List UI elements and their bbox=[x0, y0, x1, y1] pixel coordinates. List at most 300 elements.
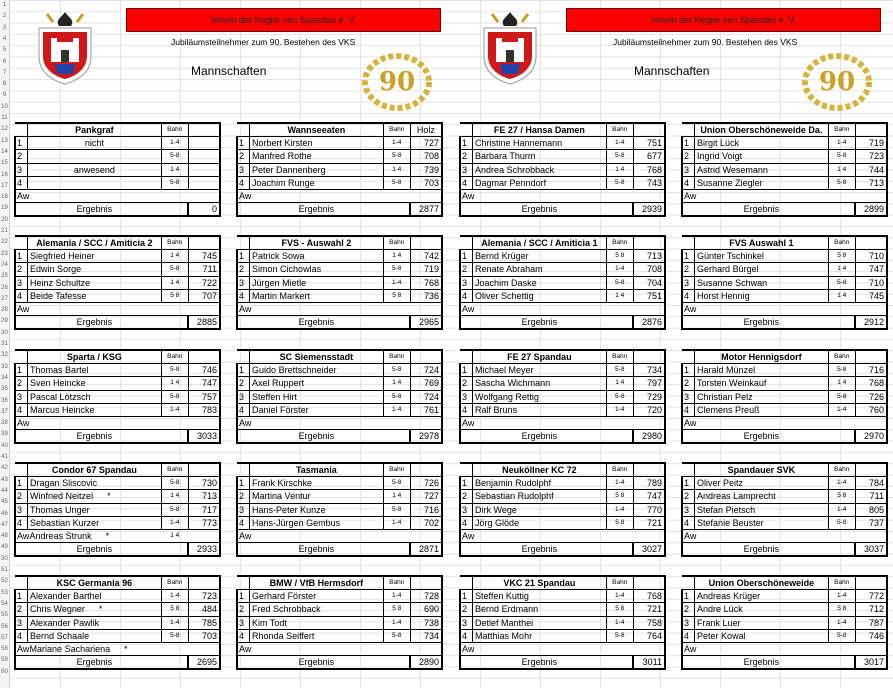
player-name: Matthias Mohr bbox=[475, 630, 533, 641]
player-points: 758 bbox=[633, 616, 665, 629]
team-table bbox=[459, 575, 666, 670]
alternate-label: Aw bbox=[462, 531, 475, 542]
player-number: 4 bbox=[682, 176, 695, 189]
player-lane: 1-4 bbox=[606, 590, 633, 603]
player-row bbox=[15, 390, 220, 403]
player-lane: 1 4 bbox=[606, 377, 633, 390]
player-name: Gerhard Bürgel bbox=[697, 264, 759, 275]
player-lane: 1-4 bbox=[383, 276, 410, 289]
team-name: SC Siemensstadt bbox=[250, 350, 384, 364]
alternate-points bbox=[633, 416, 665, 429]
player-points: 784 bbox=[855, 477, 887, 490]
player-row bbox=[460, 176, 665, 189]
result-spacer bbox=[460, 430, 473, 444]
row-number: 45 bbox=[1, 499, 8, 506]
player-points: 719 bbox=[855, 137, 887, 150]
player-name-cell bbox=[695, 263, 829, 276]
player-name: Bernd Schaale bbox=[30, 630, 90, 641]
player-lane: 5-8 bbox=[383, 477, 410, 490]
player-points: 724 bbox=[410, 390, 442, 403]
player-name-cell bbox=[695, 629, 829, 642]
player-name: Dagmar Penndorf bbox=[475, 177, 547, 188]
player-number: 4 bbox=[682, 629, 695, 642]
player-points: 711 bbox=[188, 263, 220, 276]
player-row bbox=[682, 163, 887, 176]
player-name-cell bbox=[695, 477, 829, 490]
player-row bbox=[15, 490, 220, 503]
player-number: 2 bbox=[237, 150, 250, 163]
player-number: 4 bbox=[682, 516, 695, 529]
result-label: Ergebnis bbox=[28, 656, 162, 670]
player-lane: 5-8 bbox=[161, 150, 188, 163]
team-table bbox=[14, 575, 221, 670]
alternate-row bbox=[237, 416, 442, 429]
player-points: 716 bbox=[855, 364, 887, 377]
header-spacer bbox=[237, 236, 250, 250]
player-lane: 1 4 bbox=[383, 490, 410, 503]
player-row bbox=[237, 163, 442, 176]
result-lane-spacer bbox=[606, 543, 633, 557]
team-header-row bbox=[460, 463, 665, 477]
team-total: 3017 bbox=[855, 656, 887, 670]
team-header-row bbox=[460, 350, 665, 364]
player-lane: 1-4 bbox=[161, 403, 188, 416]
alternate-name-cell bbox=[473, 529, 607, 542]
result-label: Ergebnis bbox=[28, 430, 162, 444]
player-points: 720 bbox=[633, 403, 665, 416]
player-lane: 5-8 bbox=[828, 516, 855, 529]
alternate-points bbox=[410, 189, 442, 202]
team-header-row bbox=[682, 576, 887, 590]
player-name: Edwin Sorge bbox=[30, 264, 82, 275]
points-header bbox=[633, 576, 665, 590]
lane-header: Bahn bbox=[828, 463, 855, 477]
player-points: 745 bbox=[188, 250, 220, 263]
team-header-row bbox=[237, 350, 442, 364]
team-total: 2890 bbox=[410, 656, 442, 670]
team-header-row bbox=[237, 463, 442, 477]
points-header bbox=[188, 350, 220, 364]
player-name-cell bbox=[695, 403, 829, 416]
points-header bbox=[855, 236, 887, 250]
result-spacer bbox=[460, 203, 473, 217]
player-lane: 5-8 bbox=[161, 364, 188, 377]
player-row bbox=[682, 477, 887, 490]
player-points: 729 bbox=[633, 390, 665, 403]
player-number: 4 bbox=[15, 176, 28, 189]
player-points: 730 bbox=[188, 477, 220, 490]
result-label: Ergebnis bbox=[695, 316, 829, 330]
player-name-cell bbox=[250, 516, 384, 529]
player-name: Andrea Schrobback bbox=[475, 164, 555, 175]
player-number: 4 bbox=[237, 403, 250, 416]
player-name-cell bbox=[28, 403, 162, 416]
player-points: 708 bbox=[410, 150, 442, 163]
alternate-name-cell bbox=[473, 642, 607, 655]
lane-header: Bahn bbox=[383, 236, 410, 250]
player-lane: 5-8 bbox=[161, 477, 188, 490]
result-row bbox=[15, 203, 220, 217]
result-lane-spacer bbox=[161, 656, 188, 670]
alternate-points bbox=[633, 189, 665, 202]
team-table bbox=[236, 462, 443, 557]
alternate-name-cell bbox=[695, 642, 829, 655]
result-lane-spacer bbox=[828, 203, 855, 217]
player-row bbox=[682, 503, 887, 516]
alternate-name-cell bbox=[250, 189, 384, 202]
player-name-cell bbox=[473, 477, 607, 490]
player-row bbox=[682, 590, 887, 603]
player-lane: 1-4 bbox=[606, 137, 633, 150]
player-name: Clemens Preuß bbox=[697, 404, 760, 415]
player-points: 734 bbox=[410, 629, 442, 642]
substitution-mark: * bbox=[124, 644, 128, 655]
player-number: 2 bbox=[237, 490, 250, 503]
club-banner: Verein der Kegler von Spandau e. V. bbox=[126, 8, 441, 32]
player-name-cell bbox=[28, 477, 162, 490]
alternate-label: Aw bbox=[684, 191, 697, 202]
alternate-row bbox=[237, 302, 442, 315]
team-total: 3011 bbox=[633, 656, 665, 670]
player-number: 2 bbox=[682, 150, 695, 163]
alternate-label: Aw bbox=[239, 304, 252, 315]
alternate-lane: 1 4 bbox=[161, 529, 188, 542]
player-lane: 5-8 bbox=[828, 390, 855, 403]
player-name: Patrick Sowa bbox=[252, 251, 305, 262]
result-row bbox=[682, 656, 887, 670]
player-lane: 1-4 bbox=[161, 590, 188, 603]
player-row bbox=[15, 250, 220, 263]
player-name: Andreas Lamprecht bbox=[697, 491, 776, 502]
player-number: 4 bbox=[237, 176, 250, 189]
row-number: 59 bbox=[1, 657, 8, 664]
player-name: Oliver Schettig bbox=[475, 290, 534, 301]
result-row bbox=[15, 656, 220, 670]
team-name: FE 27 Spandau bbox=[473, 350, 607, 364]
alternate-points bbox=[855, 189, 887, 202]
points-header bbox=[633, 236, 665, 250]
player-number: 1 bbox=[15, 590, 28, 603]
player-name: Norbert Kirsten bbox=[252, 138, 313, 149]
team-table bbox=[459, 462, 666, 557]
header-spacer bbox=[237, 123, 250, 137]
points-header bbox=[410, 463, 442, 477]
alternate-points bbox=[188, 529, 220, 542]
team-total: 2871 bbox=[410, 543, 442, 557]
player-row bbox=[460, 616, 665, 629]
result-lane-spacer bbox=[828, 316, 855, 330]
player-points: 726 bbox=[855, 390, 887, 403]
result-row bbox=[237, 656, 442, 670]
player-points: 707 bbox=[188, 289, 220, 302]
spandau-coat-of-arms-icon bbox=[478, 8, 542, 86]
alternate-row bbox=[682, 642, 887, 655]
player-points: 738 bbox=[410, 616, 442, 629]
team-header-row bbox=[682, 350, 887, 364]
result-row bbox=[460, 430, 665, 444]
player-name: Oliver Peitz bbox=[697, 478, 744, 489]
alternate-row bbox=[460, 189, 665, 202]
player-number: 3 bbox=[237, 503, 250, 516]
player-lane: 5-8 bbox=[383, 629, 410, 642]
result-spacer bbox=[237, 203, 250, 217]
player-lane: 1-4 bbox=[383, 516, 410, 529]
alternate-label: Aw bbox=[684, 304, 697, 315]
player-name: Jürgen Mietle bbox=[252, 277, 307, 288]
header-spacer bbox=[460, 576, 473, 590]
row-number: 25 bbox=[1, 273, 8, 280]
row-number: 19 bbox=[1, 205, 8, 212]
alternate-row bbox=[460, 642, 665, 655]
player-row bbox=[237, 590, 442, 603]
header-spacer bbox=[460, 463, 473, 477]
player-lane: 1-4 bbox=[606, 503, 633, 516]
player-name-cell bbox=[473, 263, 607, 276]
lane-header: Bahn bbox=[828, 123, 855, 137]
player-lane: 5 8 bbox=[606, 516, 633, 529]
player-number: 1 bbox=[460, 250, 473, 263]
player-row bbox=[682, 516, 887, 529]
alternate-lane bbox=[606, 529, 633, 542]
player-lane: 1-4 bbox=[161, 137, 188, 150]
alternate-lane bbox=[161, 189, 188, 202]
row-number: 54 bbox=[1, 600, 8, 607]
player-lane: 1 4 bbox=[161, 163, 188, 176]
result-row bbox=[682, 543, 887, 557]
alternate-name: Mariane Sachariena bbox=[29, 644, 111, 655]
player-name-cell bbox=[28, 289, 162, 302]
player-name: Manfred Rothe bbox=[252, 151, 312, 162]
player-name: Martina Ventur bbox=[252, 491, 311, 502]
player-number: 3 bbox=[237, 276, 250, 289]
section-title: Mannschaften bbox=[634, 64, 710, 78]
alternate-points bbox=[855, 302, 887, 315]
player-row bbox=[460, 163, 665, 176]
player-name: Daniel Förster bbox=[252, 404, 309, 415]
player-name-cell bbox=[250, 503, 384, 516]
alternate-name-cell bbox=[473, 416, 607, 429]
alternate-points bbox=[410, 642, 442, 655]
alternate-lane bbox=[161, 642, 188, 655]
player-name-cell bbox=[695, 516, 829, 529]
row-number: 35 bbox=[1, 386, 8, 393]
player-lane: 5 8 bbox=[606, 250, 633, 263]
team-total: 2877 bbox=[410, 203, 442, 217]
player-name: Torsten Weinkauf bbox=[697, 378, 767, 389]
row-number: 33 bbox=[1, 363, 8, 370]
row-number: 52 bbox=[1, 578, 8, 585]
result-label: Ergebnis bbox=[250, 656, 384, 670]
player-number: 3 bbox=[682, 503, 695, 516]
team-name: Neuköllner KC 72 bbox=[473, 463, 607, 477]
player-name-cell bbox=[250, 377, 384, 390]
player-number: 3 bbox=[237, 163, 250, 176]
player-number: 2 bbox=[15, 377, 28, 390]
result-row bbox=[460, 316, 665, 330]
player-lane: 5 8 bbox=[606, 603, 633, 616]
points-header bbox=[188, 236, 220, 250]
player-points: 739 bbox=[410, 163, 442, 176]
player-row bbox=[682, 176, 887, 189]
team-name: KSC Germania 96 bbox=[28, 576, 162, 590]
player-lane: 5 8 bbox=[606, 490, 633, 503]
header-spacer bbox=[15, 350, 28, 364]
result-row bbox=[682, 430, 887, 444]
player-points: 737 bbox=[855, 516, 887, 529]
team-table bbox=[459, 349, 666, 444]
player-lane: 5 8 bbox=[828, 603, 855, 616]
result-spacer bbox=[237, 316, 250, 330]
result-row bbox=[460, 656, 665, 670]
lane-header: Bahn bbox=[828, 576, 855, 590]
player-row bbox=[682, 250, 887, 263]
player-row bbox=[237, 390, 442, 403]
player-number: 1 bbox=[237, 137, 250, 150]
player-row bbox=[682, 289, 887, 302]
player-row bbox=[15, 150, 220, 163]
player-number: 2 bbox=[682, 603, 695, 616]
player-lane: 1-4 bbox=[828, 590, 855, 603]
alternate-label: Aw bbox=[17, 418, 30, 429]
lane-header: Bahn bbox=[161, 123, 188, 137]
player-number: 1 bbox=[15, 477, 28, 490]
player-lane: 1-4 bbox=[383, 616, 410, 629]
team-name: Spandauer SVK bbox=[695, 463, 829, 477]
player-lane: 1-4 bbox=[161, 516, 188, 529]
team-name: Alemania / SCC / Amiticia 2 bbox=[28, 236, 162, 250]
row-number: 16 bbox=[1, 171, 8, 178]
spandau-coat-of-arms-icon bbox=[33, 8, 97, 86]
team-total: 2970 bbox=[855, 430, 887, 444]
player-row bbox=[15, 590, 220, 603]
player-name: Susanne Ziegler bbox=[697, 177, 763, 188]
player-row bbox=[237, 377, 442, 390]
row-number: 4 bbox=[2, 35, 7, 42]
player-name: Thomas Unger bbox=[30, 504, 90, 515]
team-table bbox=[236, 349, 443, 444]
lane-header: Bahn bbox=[161, 236, 188, 250]
player-points: 723 bbox=[188, 590, 220, 603]
player-points bbox=[188, 176, 220, 189]
player-row bbox=[15, 263, 220, 276]
player-points bbox=[188, 150, 220, 163]
player-row bbox=[15, 364, 220, 377]
player-number: 3 bbox=[237, 390, 250, 403]
player-name: Bernd Erdmann bbox=[475, 604, 539, 615]
result-label: Ergebnis bbox=[473, 543, 607, 557]
player-name: Hans-Jürgen Gembus bbox=[252, 517, 341, 528]
team-table bbox=[681, 575, 888, 670]
player-lane: 1-4 bbox=[383, 590, 410, 603]
player-points: 760 bbox=[855, 403, 887, 416]
player-lane: 5-8 bbox=[828, 176, 855, 189]
player-number: 2 bbox=[460, 603, 473, 616]
player-name-cell bbox=[250, 276, 384, 289]
result-lane-spacer bbox=[383, 316, 410, 330]
result-spacer bbox=[682, 203, 695, 217]
player-points: 708 bbox=[633, 263, 665, 276]
player-points: 713 bbox=[633, 250, 665, 263]
alternate-points bbox=[855, 529, 887, 542]
row-number: 31 bbox=[1, 341, 8, 347]
header-spacer bbox=[237, 350, 250, 364]
player-name: Andre Lück bbox=[697, 604, 743, 615]
result-label: Ergebnis bbox=[28, 543, 162, 557]
player-number: 1 bbox=[237, 477, 250, 490]
alternate-row bbox=[682, 416, 887, 429]
result-lane-spacer bbox=[828, 430, 855, 444]
result-row bbox=[682, 316, 887, 330]
player-name-cell bbox=[250, 163, 384, 176]
team-header-row bbox=[15, 350, 220, 364]
player-name-cell bbox=[28, 176, 162, 189]
row-number: 46 bbox=[1, 510, 8, 517]
alternate-label: Aw bbox=[239, 418, 252, 429]
player-lane: 5-8 bbox=[606, 390, 633, 403]
player-lane: 1 4 bbox=[828, 377, 855, 390]
team-name: Tasmania bbox=[250, 463, 384, 477]
result-lane-spacer bbox=[161, 543, 188, 557]
player-name: anwesend bbox=[73, 164, 115, 175]
result-spacer bbox=[237, 430, 250, 444]
result-row bbox=[460, 203, 665, 217]
player-name: Guido Brettschneider bbox=[252, 365, 337, 376]
player-row bbox=[460, 390, 665, 403]
player-lane: 1 4 bbox=[828, 289, 855, 302]
team-total: 0 bbox=[188, 203, 220, 217]
player-name-cell bbox=[28, 490, 162, 503]
player-points: 703 bbox=[410, 176, 442, 189]
player-name: Alexander Pawlik bbox=[30, 617, 100, 628]
points-header bbox=[633, 350, 665, 364]
player-name-cell bbox=[695, 163, 829, 176]
alternate-label: Aw bbox=[462, 191, 475, 202]
result-lane-spacer bbox=[606, 430, 633, 444]
player-lane: 5-8 bbox=[828, 364, 855, 377]
player-name: Christine Hannemann bbox=[475, 138, 563, 149]
row-number: 38 bbox=[1, 420, 8, 427]
player-name-cell bbox=[250, 176, 384, 189]
alternate-lane bbox=[383, 529, 410, 542]
lane-header: Bahn bbox=[161, 350, 188, 364]
player-points: 484 bbox=[188, 603, 220, 616]
substitution-mark: * bbox=[98, 604, 103, 615]
player-name-cell bbox=[250, 490, 384, 503]
result-label: Ergebnis bbox=[695, 656, 829, 670]
player-row bbox=[237, 616, 442, 629]
alternate-lane bbox=[828, 302, 855, 315]
lane-header: Bahn bbox=[828, 236, 855, 250]
row-number: 37 bbox=[1, 408, 8, 415]
row-number: 10 bbox=[1, 103, 8, 110]
result-lane-spacer bbox=[606, 203, 633, 217]
header-spacer bbox=[237, 463, 250, 477]
player-name-cell bbox=[473, 616, 607, 629]
alternate-label: Aw bbox=[239, 531, 252, 542]
player-number: 2 bbox=[460, 490, 473, 503]
player-number: 1 bbox=[237, 364, 250, 377]
player-name-cell bbox=[28, 590, 162, 603]
lane-header: Bahn bbox=[383, 576, 410, 590]
player-lane: 5-8 bbox=[161, 176, 188, 189]
player-name: Barbara Thurm bbox=[475, 151, 536, 162]
row-number: 42 bbox=[1, 465, 8, 472]
player-name-cell bbox=[473, 603, 607, 616]
player-number: 2 bbox=[15, 150, 28, 163]
alternate-name-cell bbox=[695, 302, 829, 315]
alternate-row bbox=[237, 529, 442, 542]
row-number: 47 bbox=[1, 521, 8, 528]
